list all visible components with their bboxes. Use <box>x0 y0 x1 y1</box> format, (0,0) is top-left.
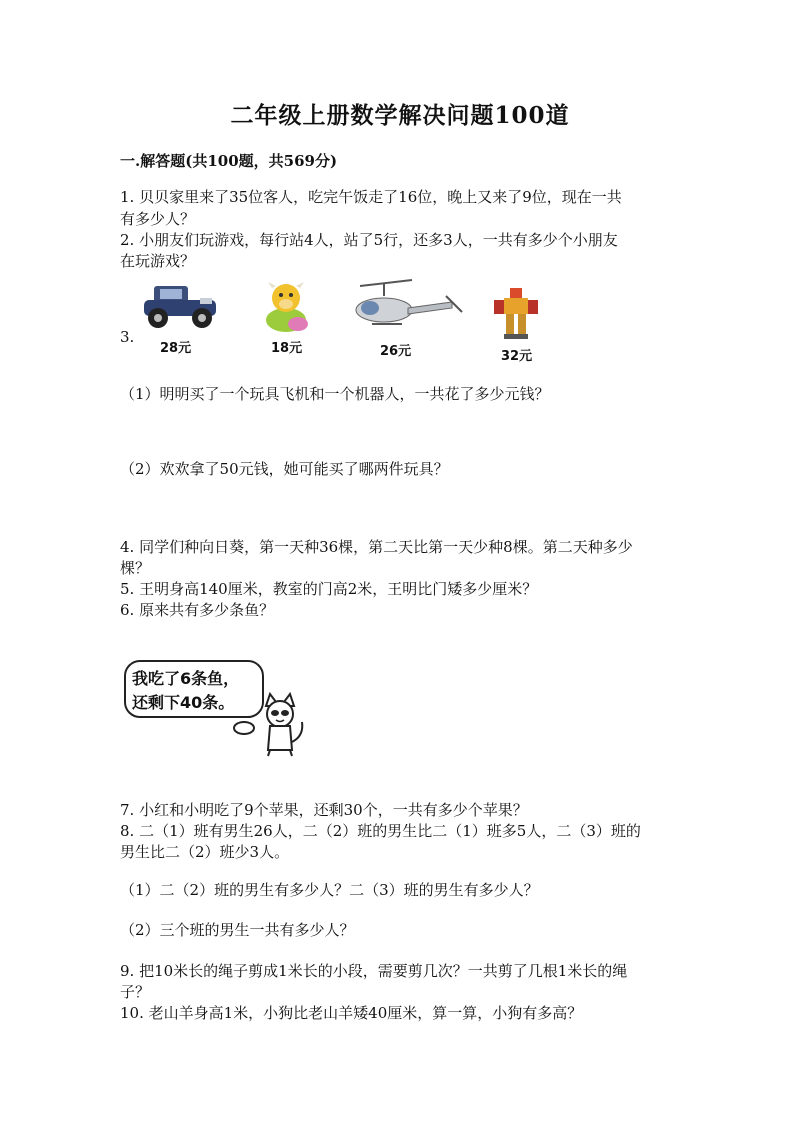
question-3-sub-1: （1）明明买了一个玩具飞机和一个机器人，一共花了多少元钱？ <box>120 385 550 403</box>
question-1-line-2: 有多少人？ <box>120 210 196 228</box>
toy-price-robot: 32元 <box>501 349 533 364</box>
toy-helicopter-icon <box>348 278 468 334</box>
section-heading: 一.解答题(共100题，共569分) <box>120 152 338 170</box>
toy-cow-icon <box>258 280 314 334</box>
question-4-line-1: 4. 同学们种向日葵，第一天种36棵，第二天比第一天少种8棵。第二天种多少 <box>120 538 633 556</box>
question-4-line-2: 棵？ <box>120 559 151 577</box>
question-10: 10. 老山羊身高1米，小狗比老山羊矮40厘米，算一算，小狗有多高？ <box>120 1004 583 1022</box>
question-9-line-1: 9. 把10米长的绳子剪成1米长的小段，需要剪几次？一共剪了几根1米长的绳 <box>120 962 628 980</box>
toy-price-car: 28元 <box>160 341 192 356</box>
question-5: 5. 王明身高140厘米，教室的门高2米，王明比门矮多少厘米？ <box>120 580 538 598</box>
question-2-line-2: 在玩游戏？ <box>120 252 196 270</box>
cat-icon <box>226 692 316 760</box>
question-2-line-1: 2. 小朋友们玩游戏，每行站4人，站了5行，还多3人，一共有多少个小朋友 <box>120 231 618 249</box>
toy-robot-icon <box>492 286 540 340</box>
speech-bubble-line-2: 还剩下40条。 <box>132 693 235 712</box>
toy-car-icon <box>140 280 220 332</box>
question-8-line-2: 男生比二（2）班少3人。 <box>120 843 290 861</box>
question-8-line-1: 8. 二（1）班有男生26人，二（2）班的男生比二（1）班多5人，二（3）班的 <box>120 822 641 840</box>
toy-price-helicopter: 26元 <box>380 344 412 359</box>
question-9-line-2: 子？ <box>120 983 151 1001</box>
question-8-sub-1: （1）二（2）班的男生有多少人？二（3）班的男生有多少人？ <box>120 881 539 899</box>
question-3-number: 3. <box>120 328 135 346</box>
question-7: 7. 小红和小明吃了9个苹果，还剩30个，一共有多少个苹果？ <box>120 801 528 819</box>
question-1-line-1: 1. 贝贝家里来了35位客人，吃完午饭走了16位，晚上又来了9位，现在一共 <box>120 188 622 206</box>
question-8-sub-2: （2）三个班的男生一共有多少人？ <box>120 921 355 939</box>
toy-price-cow: 18元 <box>271 341 303 356</box>
question-6: 6. 原来共有多少条鱼？ <box>120 601 275 619</box>
question-3-sub-2: （2）欢欢拿了50元钱，她可能买了哪两件玩具？ <box>120 460 449 478</box>
page-title: 二年级上册数学解决问题100道 <box>230 102 570 129</box>
speech-bubble-line-1: 我吃了6条鱼， <box>132 669 240 688</box>
